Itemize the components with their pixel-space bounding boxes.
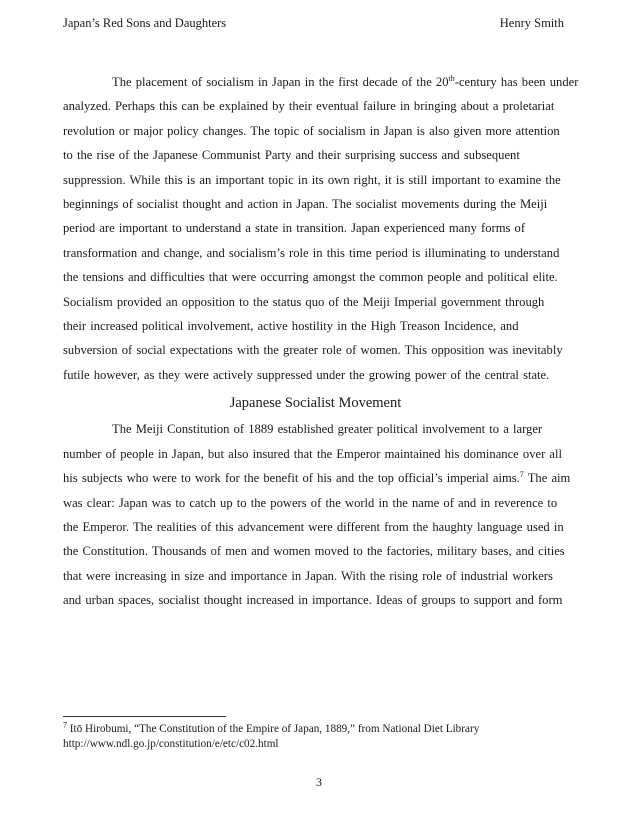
running-header: [63, 14, 564, 32]
text-line: suppression. While this is an important topic in its own right, it is still important to examine the: [63, 172, 561, 187]
text-line: beginnings of socialist thought and action in Japan. The socialist movements during the Meiji: [63, 197, 548, 212]
text-line: revolution or major policy changes. The topic of socialism in Japan is also given more attention: [63, 123, 560, 138]
text-line: and urban spaces, socialist thought increased in importance. Ideas of groups to support and form: [63, 593, 563, 608]
footnote-divider: [63, 716, 226, 717]
text-line: subversion of social expectations with the greater role of women. This opposition was inevitably: [63, 343, 563, 358]
footnote-url[interactable]: http://www.ndl.go.jp/constitution/e/etc/c02.html: [63, 738, 279, 750]
section-heading: Japanese Socialist Movement: [229, 395, 402, 412]
superscript: th: [448, 73, 455, 83]
text-line: analyzed. Perhaps this can be explained by their eventual failure in bringing about a proletariat: [63, 99, 555, 114]
footnote: [63, 722, 568, 752]
text-line: their increased political involvement, active hostility in the High Treason Incidence, and: [63, 319, 519, 334]
footnote-reference[interactable]: 7: [519, 469, 524, 479]
footnote-number: 7: [63, 720, 67, 730]
footnote-citation: $^7$ Itō Hirobumi, “The Constitution of the Empire of Japan, 1889,” from National Diet Library: [63, 720, 480, 735]
text-line: the Constitution. Thousands of men and women moved to the factories, military bases, and cities: [63, 544, 565, 559]
text-line: was clear: Japan was to catch up to the powers of the world in the name of and in reverence to: [63, 495, 558, 510]
text-line: period are important to understand a state in transition. Japan experienced many forms of: [63, 221, 526, 236]
text-line: transformation and change, and socialism’s role in this time period is illuminating to understand: [63, 245, 560, 260]
text-line: The Meiji Constitution of 1889 established greater political involvement to a larger: [112, 422, 543, 437]
text-line: futile however, as they were actively suppressed under the growing power of the central state.: [63, 367, 550, 382]
text-line: that were increasing in size and importance in Japan. With the rising role of industrial workers: [63, 568, 553, 583]
header-title: Japan’s Red Sons and Daughters: [63, 16, 227, 30]
paragraph-introduction: [63, 70, 579, 387]
paragraph-socialist-movement: [63, 417, 571, 612]
text-line: the Emperor. The realities of this advancement were different from the haughty language used in: [63, 519, 564, 534]
text-line: The placement of socialism in Japan in the first decade of the 20th-century has been under: [112, 73, 579, 89]
page-number: 3: [316, 775, 322, 789]
text-line: number of people in Japan, but also insured that the Emperor maintained his dominance over all: [63, 446, 563, 461]
document-body: [63, 70, 579, 613]
text-line: Socialism provided an opposition to the status quo of the Meiji Imperial government through: [63, 294, 545, 309]
text-line: to the rise of the Japanese Communist Party and their surprising success and subsequent: [63, 148, 520, 163]
header-author: Henry Smith: [499, 16, 564, 30]
text-line: the tensions and difficulties that were occurring amongst the common people and political elite.: [63, 270, 558, 285]
text-line: his subjects who were to work for the benefit of his and the top official’s imperial aims.$^7$ The aim: [63, 469, 571, 486]
